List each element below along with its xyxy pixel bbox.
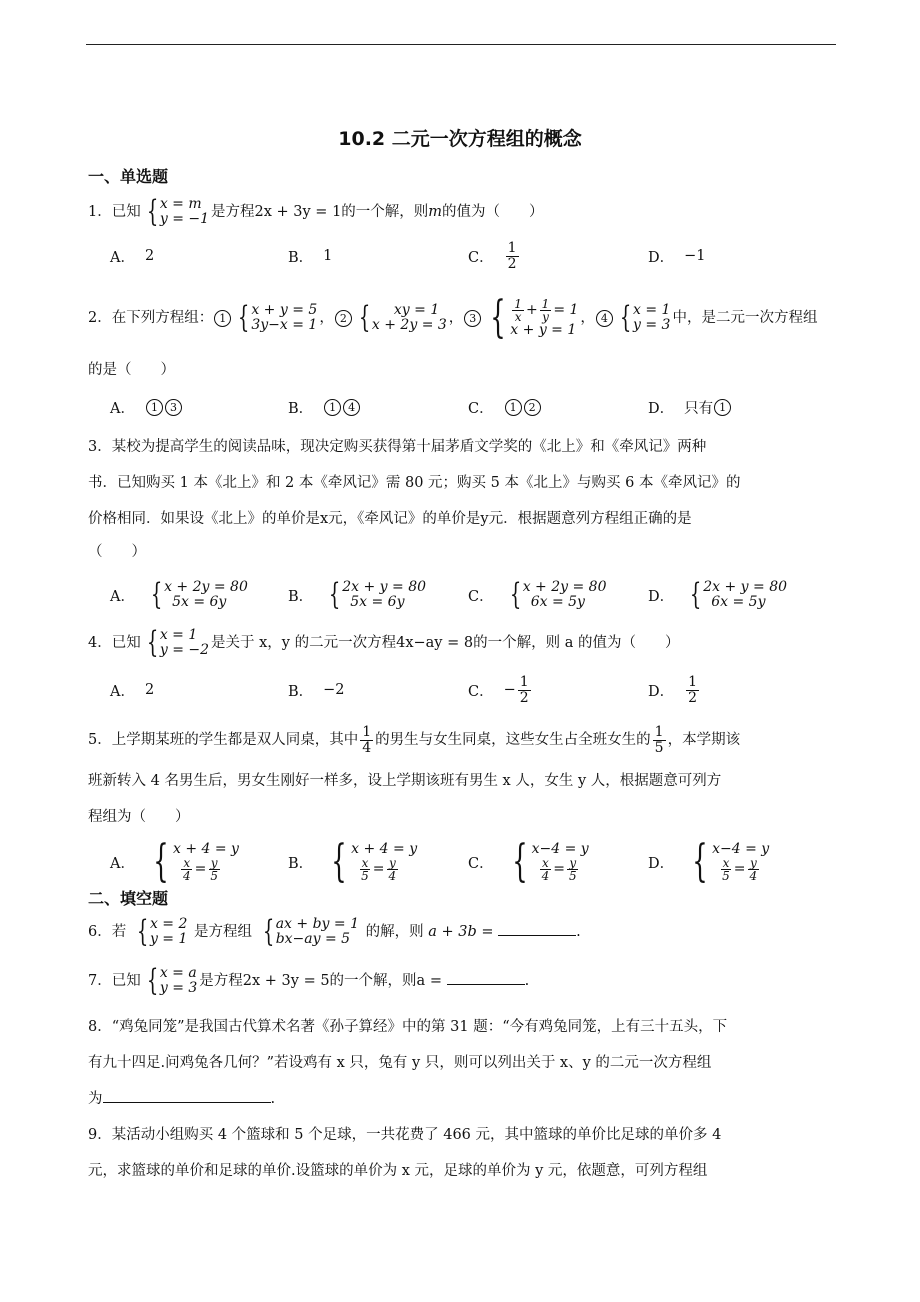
- options-q4: [110, 670, 830, 710]
- question-5-line-1: 5．上学期某班的学生都是双人同桌，其中 $\frac{1}{4}$ 的男生与女生同桌，这些女生占全班女生的 $\frac{1}{5}$ ，本学期该: [88, 723, 741, 756]
- option-c[interactable]: C． { x + 2y = 80 6x = 5y: [468, 577, 607, 612]
- question-text: 的值为（ ）: [442, 204, 544, 220]
- question-9-line-1: 9．某活动小组购买 4 个篮球和 5 个足球，一共花费了 466 元，其中篮球的单价比足球的单价多 4: [88, 1127, 722, 1143]
- answer-blank[interactable]: [103, 1088, 271, 1103]
- question-number: 1．: [88, 204, 112, 220]
- option-c[interactable]: C． − $\frac{1}{2}$: [468, 673, 529, 706]
- question-2: 2．在下列方程组： 1 { x + y = 5 3y−x = 1 ， 2 { xy = 1 x + 2y = 3 ， 3 { $\frac{1}{x}$ + $\frac{1}{y}$ = 1 x + y = 1 ， 4 { x = 1 y = 3 中，是二元一次方程组: [88, 292, 818, 343]
- question-2-line-2: 的是（ ）: [88, 362, 175, 378]
- header-rule: [86, 44, 836, 45]
- equation-system: { x = m y = −1: [146, 194, 210, 229]
- question-9-line-2: 元，求篮球的单价和足球的单价.设篮球的单价为 x 元，足球的单价为 y 元，依题意，可列方程组: [88, 1163, 708, 1179]
- option-d[interactable]: D． { x−4 = y $\frac{x}{5}$ = $\frac{y}{4}$: [648, 836, 770, 887]
- answer-blank[interactable]: [498, 921, 576, 936]
- question-6: 6．若 { x = 2 y = 1 是方程组 { ax + by = 1 bx−ay = 5 的解，则 a + 3b = .: [88, 914, 581, 949]
- options-q2: [110, 387, 830, 427]
- question-3-line-4: （ ）: [88, 544, 146, 560]
- option-b[interactable]: B． { x + 4 = y $\frac{x}{5}$ = $\frac{y}{4}$: [288, 836, 418, 887]
- section-heading-single-choice: 一、单选题: [88, 167, 169, 186]
- question-8-line-1: 8．“鸡兔同笼”是我国古代算术名著《孙子算经》中的第 31 题：“今有鸡兔同笼，上有三十五头，下: [88, 1019, 728, 1035]
- variable: m: [428, 204, 443, 220]
- option-b[interactable]: B． 1: [288, 248, 333, 266]
- question-8-line-3: 为 .: [88, 1084, 275, 1114]
- question-8-line-2: 有九十四足.问鸡兔各几何？”若设鸡有 x 只，兔有 y 只，则可以列出关于 x、y 的二元一次方程组: [88, 1055, 712, 1071]
- option-c[interactable]: C． 1 2: [468, 387, 542, 427]
- option-b[interactable]: B． 1 4: [288, 387, 361, 427]
- options-q3: [110, 575, 830, 615]
- option-c[interactable]: C． { x−4 = y $\frac{x}{4}$ = $\frac{y}{5}$: [468, 836, 589, 887]
- option-a[interactable]: A． { x + 2y = 80 5x = 6y: [110, 577, 248, 612]
- question-3-line-3: 价格相同．如果设《北上》的单价是x元，《牵风记》的单价是y元．根据题意列方程组正确的是: [88, 511, 692, 527]
- question-5-line-2: 班新转入 4 名男生后，男女生刚好一样多，设上学期该班有男生 x 人，女生 y 人，根据题意可列方: [88, 773, 722, 789]
- question-4: 4．已知 { x = 1 y = −2 是关于 x，y 的二元一次方程4x−ay = 8的一个解，则 a 的值为（ ）: [88, 625, 680, 660]
- option-a[interactable]: A． { x + 4 = y $\frac{x}{4}$ = $\frac{y}{5}$: [110, 836, 239, 887]
- answer-blank[interactable]: [447, 970, 525, 985]
- question-7: 7．已知 { x = a y = 3 是方程2x + 3y = 5的一个解，则a = .: [88, 963, 530, 998]
- option-b[interactable]: B． −2: [288, 682, 345, 700]
- page-title: 10.2 二元一次方程组的概念: [338, 128, 582, 150]
- option-d[interactable]: D． −1: [648, 248, 706, 266]
- option-a[interactable]: A． 2: [110, 248, 155, 266]
- options-q1: [110, 236, 830, 276]
- question-1: [88, 195, 544, 229]
- option-a[interactable]: A． 2: [110, 682, 155, 700]
- option-c[interactable]: C． $\frac{1}{2}$: [468, 239, 517, 272]
- option-a[interactable]: A． 1 3: [110, 387, 183, 427]
- option-b[interactable]: B． { 2x + y = 80 5x = 6y: [288, 577, 427, 612]
- question-3-line-1: 3．某校为提高学生的阅读品味，现决定购买获得第十届茅盾文学奖的《北上》和《牵风记》两种: [88, 439, 707, 455]
- question-text: 是方程2x + 3y = 1的一个解，则: [211, 204, 429, 220]
- question-5-line-3: 程组为（ ）: [88, 809, 190, 825]
- option-d[interactable]: D． { 2x + y = 80 6x = 5y: [648, 577, 788, 612]
- section-heading-fill-in: 二、填空题: [88, 889, 169, 908]
- question-3-line-2: 书．已知购买 1 本《北上》和 2 本《牵风记》需 80 元；购买 5 本《北上》与购买 6 本《牵风记》的: [88, 475, 741, 491]
- option-d[interactable]: D． $\frac{1}{2}$: [648, 673, 698, 706]
- option-d[interactable]: D． 只有 1: [648, 387, 732, 427]
- question-text: 已知: [111, 204, 141, 220]
- options-q5: [110, 838, 830, 886]
